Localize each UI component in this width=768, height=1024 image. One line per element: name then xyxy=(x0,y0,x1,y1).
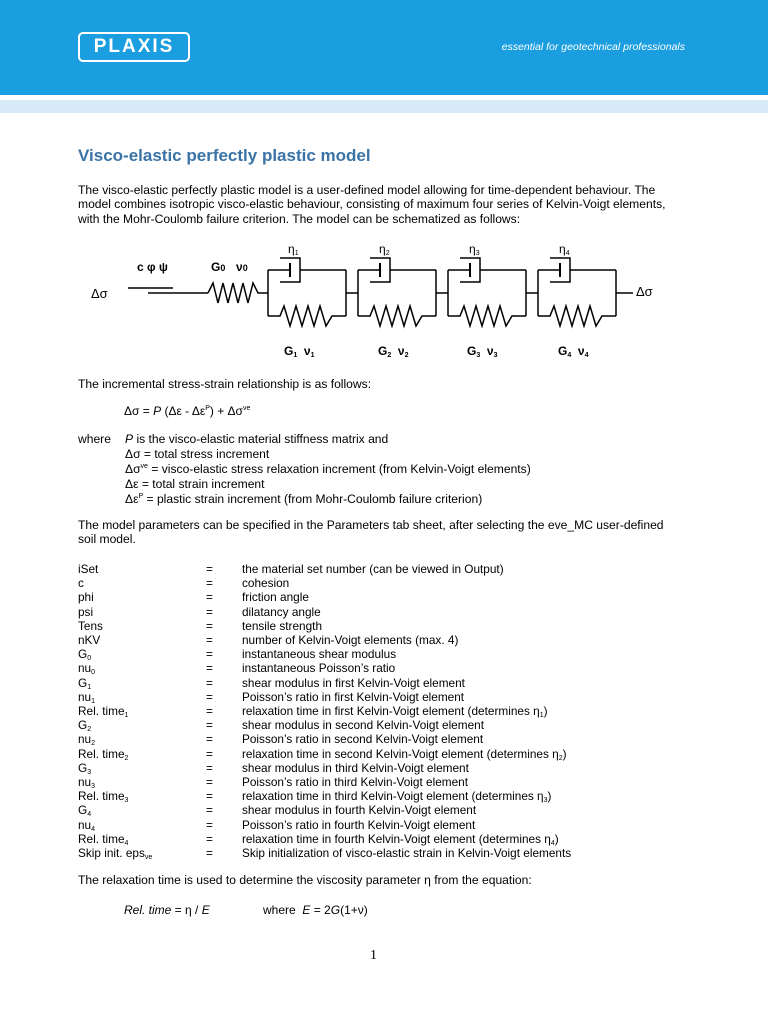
param-description: Poisson’s ratio in third Kelvin-Voigt element xyxy=(242,775,469,789)
eta-3-label: $\eta_3$ xyxy=(469,242,480,257)
where-label: where xyxy=(78,432,111,446)
param-row xyxy=(78,661,678,675)
param-name: $nu_4$ xyxy=(78,817,96,833)
relaxation-intro: The relaxation time is used to determine the viscosity parameter η from the equation: xyxy=(78,873,532,887)
param-name: psi xyxy=(78,604,94,619)
param-equals: = xyxy=(206,718,213,733)
where-line-dsigma: Δσ = total stress increment xyxy=(125,447,270,461)
param-name: $G_3$ xyxy=(78,760,92,776)
page-title: Visco-elastic perfectly plastic model xyxy=(78,146,371,165)
kv-1-g-nu-label: $G_1$ $\nu_1$ xyxy=(284,344,315,359)
header-stripe xyxy=(0,100,768,113)
param-description: relaxation time in third Kelvin-Voigt element (determines $\eta_3$) xyxy=(242,789,552,805)
param-description: tensile strength xyxy=(242,618,323,633)
param-name: $nu_0$ xyxy=(78,661,96,677)
param-equals: = xyxy=(206,775,213,789)
where-line-dsigma-ve: $\Delta\sigma^{ve}$ = visco-elastic stress relaxation increment (from Kelvin-Voigt elements) xyxy=(125,462,531,476)
param-description: shear modulus in second Kelvin-Voigt element xyxy=(242,718,484,733)
param-description: cohesion xyxy=(242,576,290,591)
param-name: phi xyxy=(78,590,94,605)
param-row xyxy=(78,647,678,661)
kelvin-voigt-element-1 xyxy=(268,258,358,326)
param-row xyxy=(78,590,678,604)
param-description: Skip initialization of visco-elastic strain in Kelvin-Voigt elements xyxy=(242,846,572,860)
param-row xyxy=(78,619,678,633)
param-row xyxy=(78,605,678,619)
param-equals: = xyxy=(206,789,213,804)
intro-paragraph: The visco-elastic perfectly plastic model is a user-defined model allowing for time-dependent behaviour. The model combines isotropic visco-elastic behaviour, consisting of maximum four series of Kelvin-Voigt elements, with the Mohr-Coulomb failure criterion. The model can be schematized as follows: xyxy=(78,183,666,226)
param-row xyxy=(78,818,678,832)
param-equals: = xyxy=(206,689,213,704)
relaxation-equation: Rel. time = η / E xyxy=(124,903,210,917)
param-equals: = xyxy=(206,704,213,718)
header-banner xyxy=(0,0,768,95)
where-line-p: P is the visco-elastic material stiffness matrix and xyxy=(125,432,389,446)
param-equals: = xyxy=(206,846,213,860)
param-name: Rel. time$_3$ xyxy=(78,789,129,805)
param-description: shear modulus in third Kelvin-Voigt element xyxy=(242,760,469,775)
param-description: relaxation time in second Kelvin-Voigt element (determines $\eta_2$) xyxy=(242,746,567,762)
param-row xyxy=(78,676,678,690)
param-row xyxy=(78,789,678,803)
param-name: c xyxy=(78,576,84,591)
param-equals: = xyxy=(206,803,213,818)
mc-parameters-label: c φ ψ xyxy=(137,260,168,274)
param-row xyxy=(78,732,678,746)
param-description: Poisson’s ratio in second Kelvin-Voigt element xyxy=(242,732,484,747)
param-equals: = xyxy=(206,831,213,846)
delta-sigma-right-label: Δσ xyxy=(636,284,653,299)
param-equals: = xyxy=(206,661,213,676)
plaxis-logo: PLAXIS xyxy=(78,32,190,62)
param-name: $nu_3$ xyxy=(78,775,96,790)
eta-2-label: $\eta_2$ xyxy=(379,242,390,257)
param-equals: = xyxy=(206,746,213,761)
param-name: $nu_2$ xyxy=(78,732,96,748)
param-description: Poisson’s ratio in first Kelvin-Voigt element xyxy=(242,689,465,704)
param-name: Tens xyxy=(78,618,103,633)
tagline: essential for geotechnical professionals xyxy=(501,41,685,53)
eta-4-label: $\eta_4$ xyxy=(559,242,570,257)
param-description: dilatancy angle xyxy=(242,604,321,619)
param-equals: = xyxy=(206,618,213,633)
param-row xyxy=(78,718,678,732)
param-name: nKV xyxy=(78,633,101,647)
param-row xyxy=(78,704,678,718)
youngs-modulus-equation: where E = 2G(1+ν) xyxy=(263,903,368,917)
g0-label: G0 xyxy=(211,260,226,274)
param-name: Rel. time$_4$ xyxy=(78,831,129,847)
param-description: relaxation time in fourth Kelvin-Voigt element (determines $\eta_4$) xyxy=(242,831,559,847)
delta-sigma-left-label: Δσ xyxy=(91,286,108,301)
param-equals: = xyxy=(206,633,213,647)
param-description: friction angle xyxy=(242,590,309,605)
param-equals: = xyxy=(206,562,213,576)
kv-2-g-nu-label: $G_2$ $\nu_2$ xyxy=(378,344,409,359)
param-name: $G_0$ xyxy=(78,647,92,663)
param-row xyxy=(78,803,678,817)
param-row xyxy=(78,846,678,860)
param-description: instantaneous Poisson’s ratio xyxy=(242,661,396,676)
param-row xyxy=(78,775,678,789)
param-equals: = xyxy=(206,675,213,690)
param-row xyxy=(78,761,678,775)
param-name: Skip init. eps$_{ve}$ xyxy=(78,846,153,861)
param-equals: = xyxy=(206,576,213,591)
param-name: Rel. time$_1$ xyxy=(78,704,129,719)
rheological-diagram xyxy=(78,236,678,376)
param-row xyxy=(78,832,678,846)
param-name: $G_2$ xyxy=(78,718,92,734)
param-row xyxy=(78,690,678,704)
param-name: $nu_1$ xyxy=(78,689,96,705)
kelvin-voigt-element-2 xyxy=(358,258,448,326)
eta-1-label: $\eta_1$ xyxy=(288,242,299,257)
param-equals: = xyxy=(206,604,213,619)
kv-4-g-nu-label: $G_4$ $\nu_4$ xyxy=(558,344,589,359)
param-equals: = xyxy=(206,590,213,605)
param-description: shear modulus in fourth Kelvin-Voigt element xyxy=(242,803,477,818)
param-row xyxy=(78,633,678,647)
where-line-depsilon-p: $\Delta\varepsilon^P$ = plastic strain increment (from Mohr-Coulomb failure criterion) xyxy=(125,492,483,506)
nu0-label: ν0 xyxy=(236,260,248,274)
param-row xyxy=(78,576,678,590)
param-description: the material set number (can be viewed in Output) xyxy=(242,562,504,576)
where-line-depsilon: Δε = total strain increment xyxy=(125,477,265,491)
kv-3-g-nu-label: $G_3$ $\nu_3$ xyxy=(467,344,498,359)
param-description: Poisson’s ratio in fourth Kelvin-Voigt element xyxy=(242,817,476,832)
param-description: number of Kelvin-Voigt elements (max. 4) xyxy=(242,633,459,647)
param-name: $G_4$ xyxy=(78,803,92,819)
param-description: shear modulus in first Kelvin-Voigt element xyxy=(242,675,465,690)
stress-strain-equation: Δσ = P $(\Delta\varepsilon - \Delta\varepsilon^P) + \Delta\sigma^{ve}$ xyxy=(124,404,251,418)
param-equals: = xyxy=(206,732,213,747)
param-name: iSet xyxy=(78,562,99,576)
param-equals: = xyxy=(206,760,213,775)
kelvin-voigt-element-3 xyxy=(448,258,538,326)
param-row xyxy=(78,747,678,761)
param-name: $G_1$ xyxy=(78,675,92,691)
page-number: 1 xyxy=(370,948,377,963)
param-row xyxy=(78,562,678,576)
param-equals: = xyxy=(206,647,213,662)
param-equals: = xyxy=(206,817,213,832)
kelvin-voigt-element-4 xyxy=(538,258,616,326)
incremental-intro: The incremental stress-strain relationship is as follows: xyxy=(78,377,372,391)
param-description: relaxation time in first Kelvin-Voigt element (determines $\eta_1$) xyxy=(242,704,548,719)
param-name: Rel. time$_2$ xyxy=(78,746,129,762)
params-intro: The model parameters can be specified in the Parameters tab sheet, after selecting the eve_MC user-defined soil model. xyxy=(78,518,664,547)
param-description: instantaneous shear modulus xyxy=(242,647,397,662)
